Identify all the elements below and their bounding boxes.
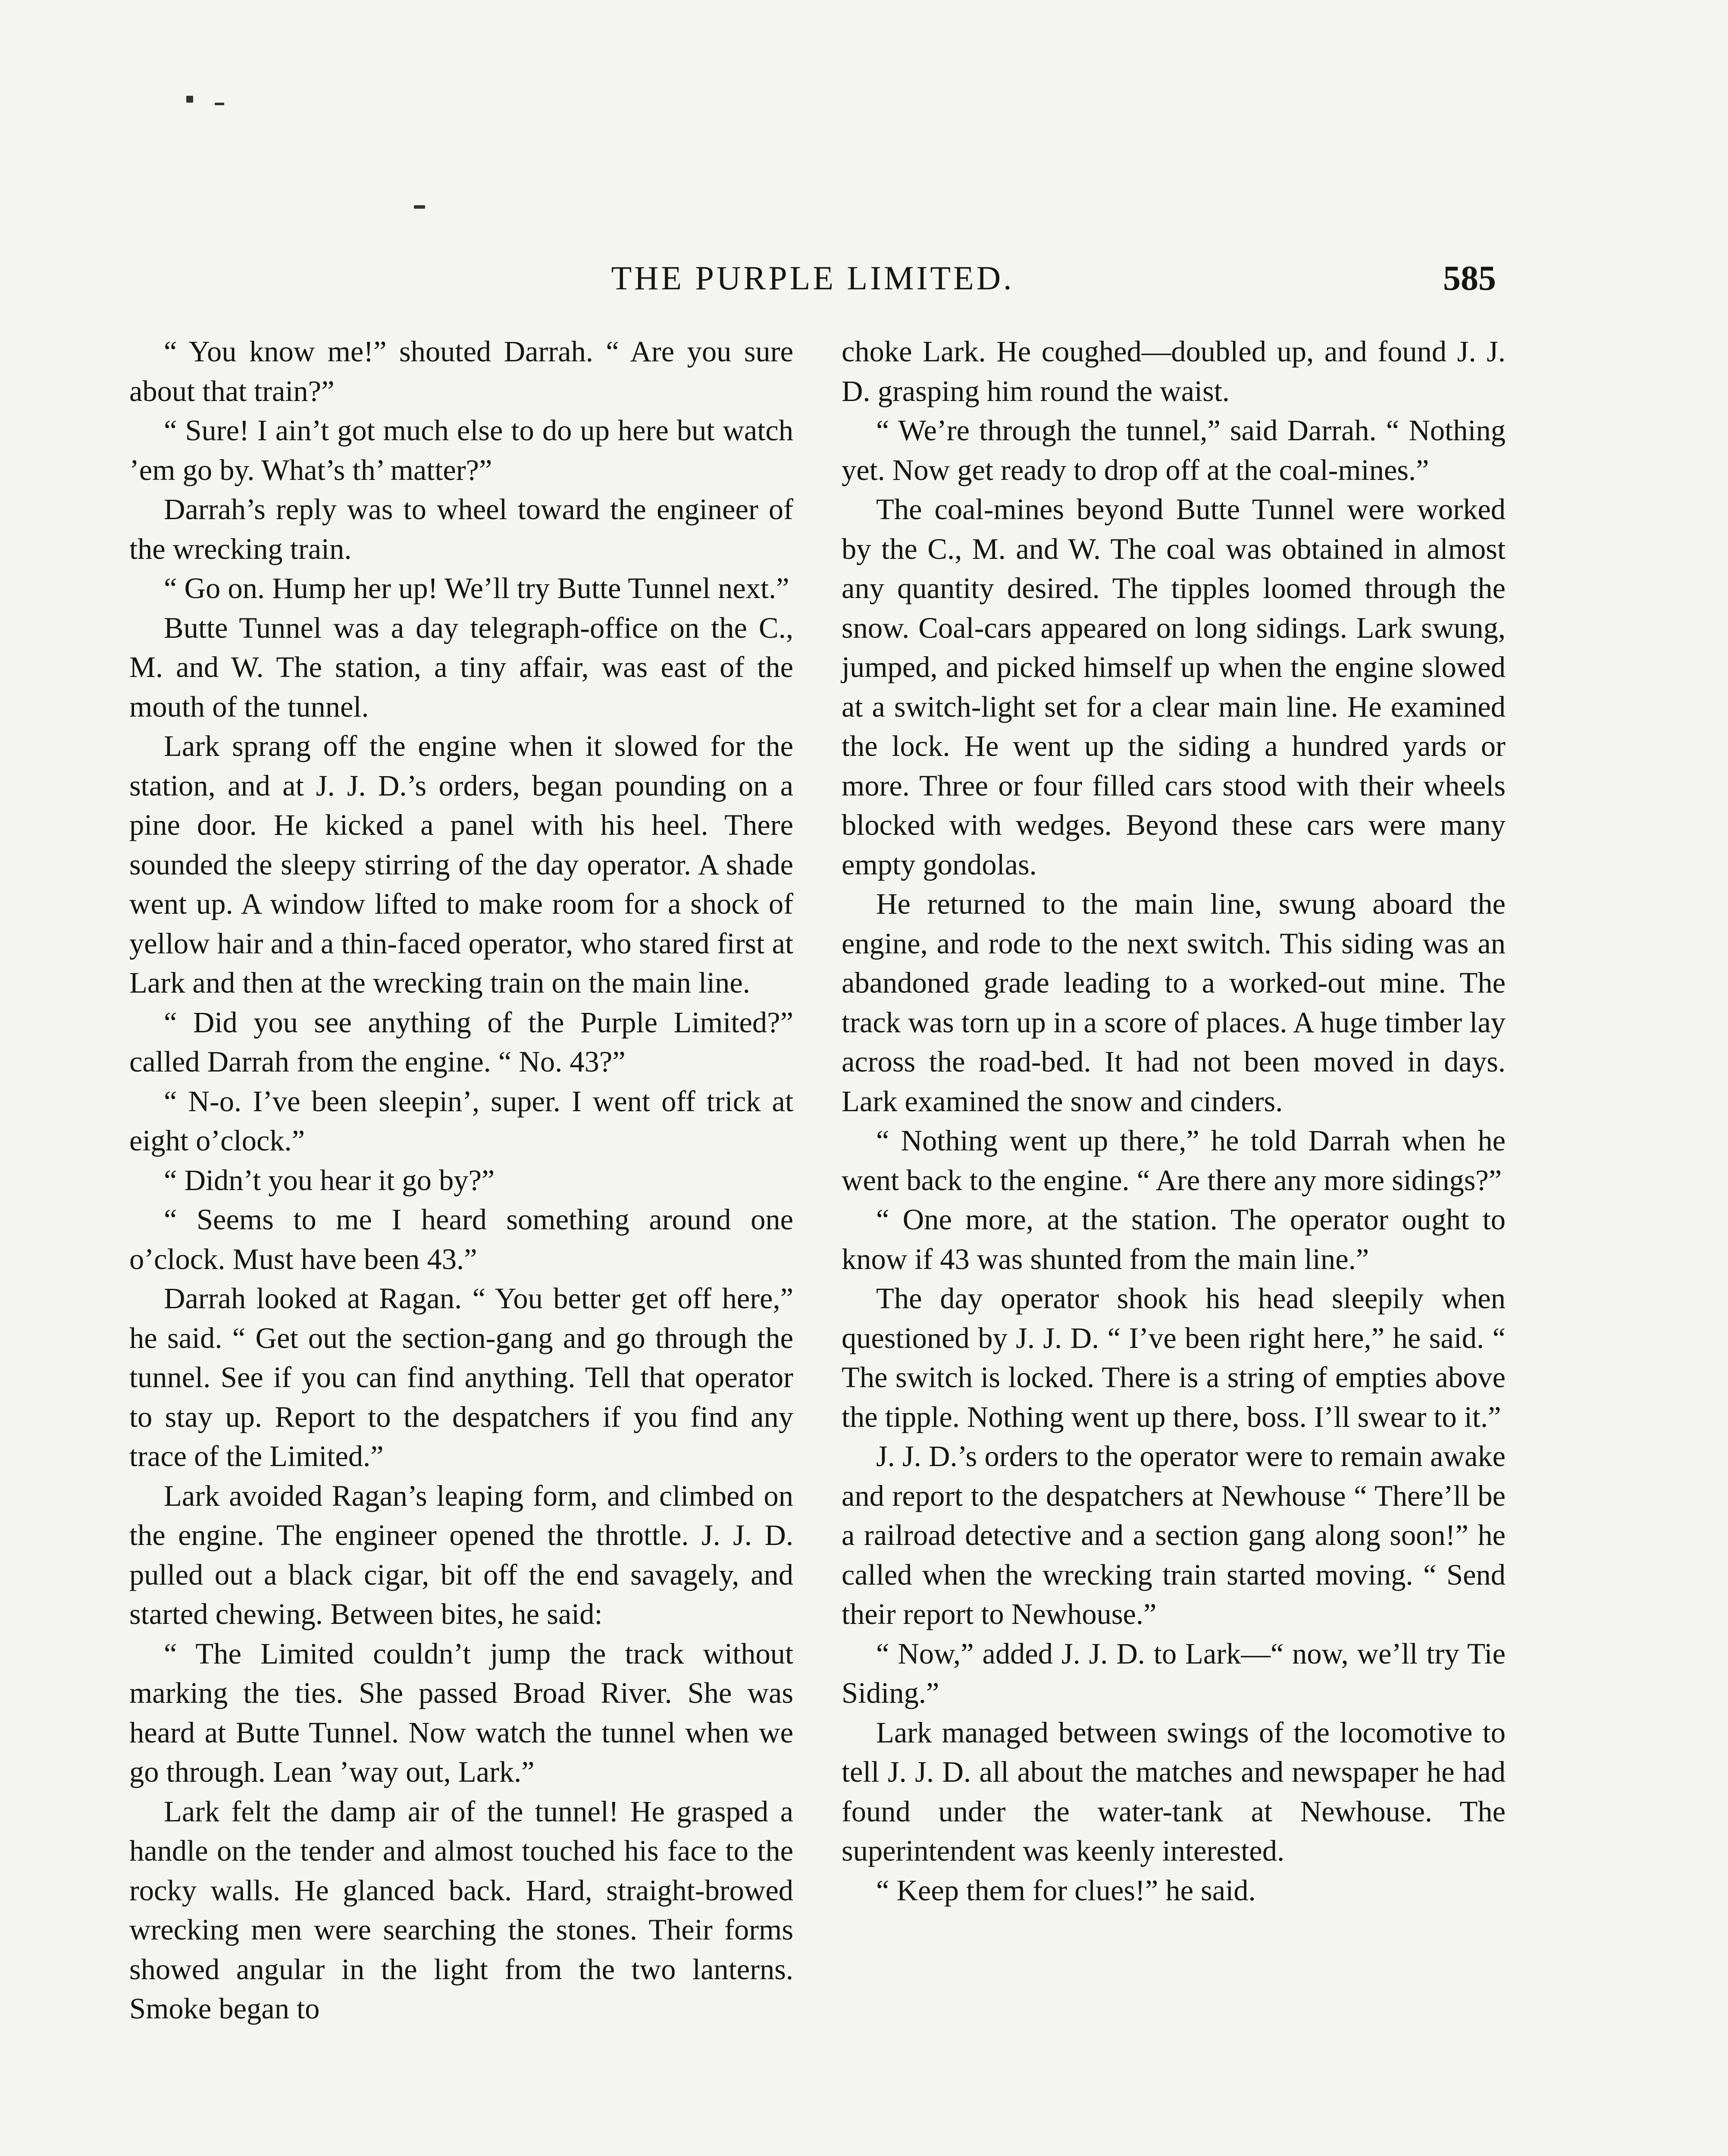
paragraph: “ Didn’t you hear it go by?” (164, 1163, 495, 1197)
paragraph: “ You know me!” shouted Darrah. “ Are you sure about that train?” (129, 335, 793, 407)
paragraph: Butte Tunnel was a day telegraph-office on the C., M. and W. The station, a tiny affair, was east of the mouth of the tunnel. (129, 611, 793, 723)
page-header (129, 257, 1496, 304)
paragraph-continued: choke Lark. He coughed—doubled up, and found J. J. D. grasping him round the waist. (842, 335, 1506, 407)
paragraph: Lark sprang off the engine when it slowed for the station, and at J. J. D.’s orders, began pounding on a pine door. He kicked a panel with his heel. There sounded the sleepy stirring of the day operator. A shade went up. A window lifted to make room for a shock of yellow hair and a thin-faced operator, who stared first at Lark and then at the wrecking train on the main line. (129, 730, 793, 999)
paragraph: J. J. D.’s orders to the operator were to remain awake and report to the despatchers at Newhouse “ There’ll be a railroad detective and a section gang along soon!” he called when the wrecking train started moving. “ Send their report to Newhouse.” (842, 1440, 1506, 1630)
running-title: THE PURPLE LIMITED. (611, 259, 1014, 297)
paragraph: “ Sure! I ain’t got much else to do up here but watch ’em go by. What’s th’ matter?” (129, 414, 793, 486)
scan-speck (186, 96, 193, 103)
paragraph: “ Did you see anything of the Purple Limited?” called Darrah from the engine. “ No. 43?” (129, 1006, 793, 1078)
paragraph: “ The Limited couldn’t jump the track without marking the ties. She passed Broad River. She was heard at Butte Tunnel. Now watch the tunnel when we go through. Lean ’way out, Lark.” (129, 1637, 793, 1788)
left-column (129, 332, 793, 2029)
paragraph: Lark managed between swings of the locomotive to tell J. J. D. all about the matches and newspaper he had found under the water-tank at Newhouse. The superintendent was keenly interested. (842, 1716, 1506, 1867)
paragraph: “ Seems to me I heard something around one o’clock. Must have been 43.” (129, 1203, 793, 1275)
paragraph: Darrah’s reply was to wheel toward the engineer of the wrecking train. (129, 493, 793, 565)
page-number: 585 (1443, 258, 1496, 298)
right-column (842, 332, 1506, 1910)
paragraph: Lark felt the damp air of the tunnel! He grasped a handle on the tender and almost touched his face to the rocky walls. He glanced back. Hard, straight-browed wrecking men were searching the stones. Their forms showed angular in the light from the two lanterns. Smoke began to (129, 1795, 793, 2025)
paragraph: The day operator shook his head sleepily when questioned by J. J. D. “ I’ve been right here,” he said. “ The switch is locked. There is a string of empties above the tipple. Nothing went up there, boss. I’ll swear to it.” (842, 1282, 1506, 1433)
paragraph: “ Nothing went up there,” he told Darrah when he went back to the engine. “ Are there any more sidings?” (842, 1124, 1506, 1197)
paragraph: “ One more, at the station. The operator ought to know if 43 was shunted from the main line.” (842, 1203, 1506, 1275)
paragraph: “ N-o. I’ve been sleepin’, super. I went off trick at eight o’clock.” (129, 1084, 793, 1157)
paragraph: “ Now,” added J. J. D. to Lark—“ now, we’ll try Tie Siding.” (842, 1637, 1506, 1709)
paragraph: Lark avoided Ragan’s leaping form, and climbed on the engine. The engineer opened the throttle. J. J. D. pulled out a black cigar, bit off the end savagely, and started chewing. Between bites, he said: (129, 1479, 793, 1630)
paragraph: “ Keep them for clues!” he said. (876, 1874, 1256, 1907)
scan-speck (414, 205, 425, 209)
paragraph: “ Go on. Hump her up! We’ll try Butte Tunnel next.” (164, 572, 789, 605)
paragraph: Darrah looked at Ragan. “ You better get off here,” he said. “ Get out the section-gang and go through the tunnel. See if you can find anything. Tell that operator to stay up. Report to the despatchers if you find any trace of the Limited.” (129, 1282, 793, 1473)
paragraph: “ We’re through the tunnel,” said Darrah. “ Nothing yet. Now get ready to drop off at the coal-mines.” (842, 414, 1506, 486)
scan-speck (215, 103, 224, 105)
paragraph: The coal-mines beyond Butte Tunnel were worked by the C., M. and W. The coal was obtained in almost any quantity desired. The tipples loomed through the snow. Coal-cars appeared on long sidings. Lark swung, jumped, and picked himself up when the engine slowed at a switch-light set for a clear main line. He examined the lock. He went up the siding a hundred yards or more. Three or four filled cars stood with their wheels blocked with wedges. Beyond these cars were many empty gondolas. (842, 493, 1506, 881)
paragraph: He returned to the main line, swung aboard the engine, and rode to the next switch. This siding was an abandoned grade leading to a worked-out mine. The track was torn up in a score of places. A huge timber lay across the road-bed. It had not been moved in days. Lark examined the snow and cinders. (842, 887, 1506, 1118)
